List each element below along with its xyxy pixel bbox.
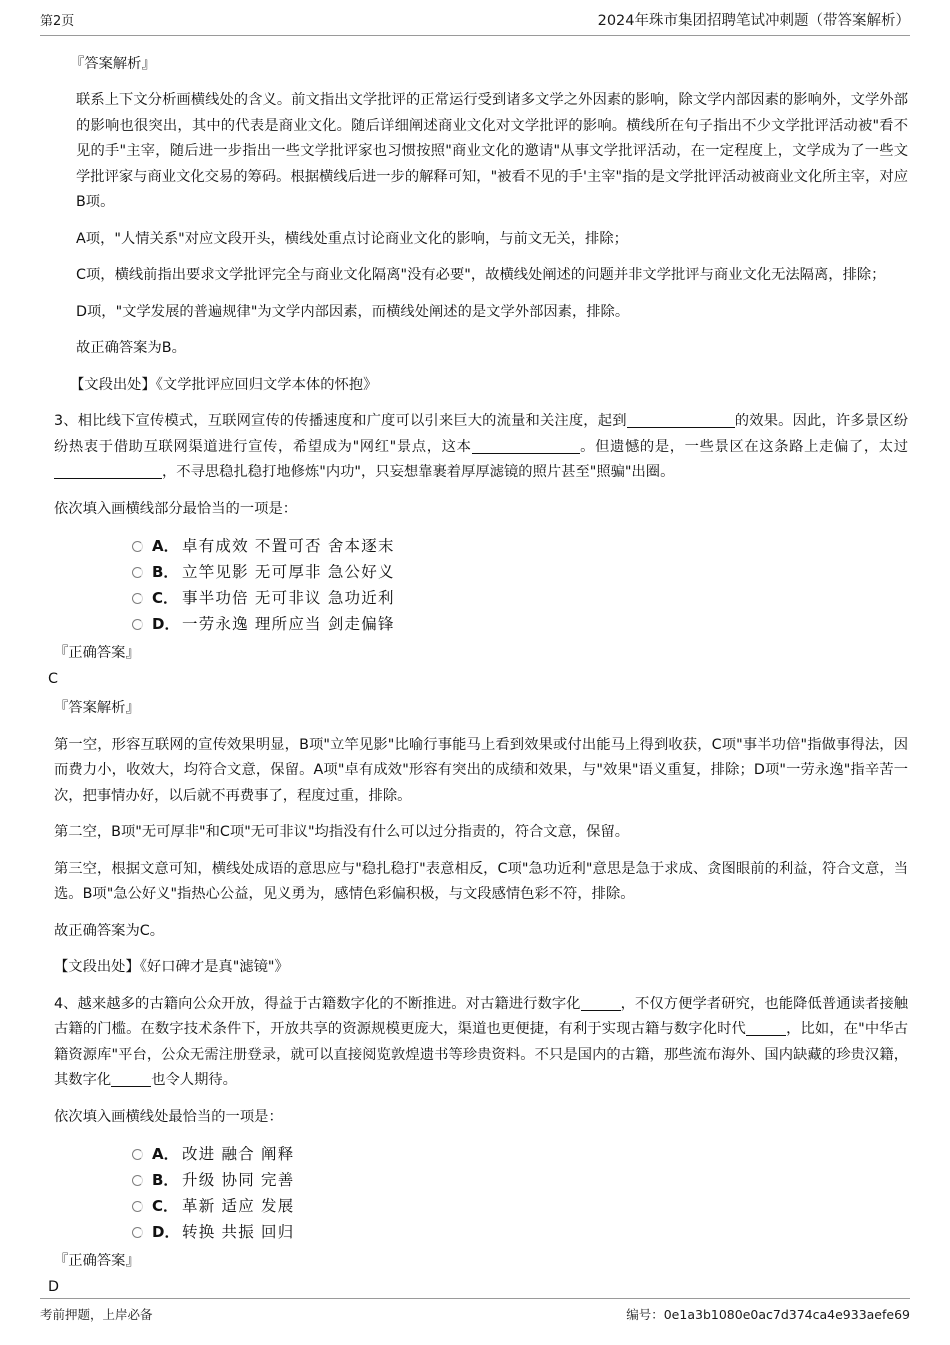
q4-option-c-letter: C． (152, 1197, 179, 1216)
q3-analysis-2: 第二空，B项"无可厚非"和C项"无可非议"均指没有什么可以过分指责的，符合文意，保留。 (54, 824, 630, 841)
page-number-label: 第2页 (40, 13, 75, 29)
radio-icon[interactable] (132, 1227, 143, 1238)
q4-blank-3 (111, 1086, 151, 1087)
q4-stem-part-3: ，比如，在"中华古籍资源库"平台，公众无需注册登录，就可以直接阅览敦煌遗书等珍贵资料。不只是国内的古籍，那些流布海外、国内缺藏的珍贵汉籍，其数字化 (54, 1021, 908, 1089)
q3-source-text: 《好口碑才是真"滤镜"》 (139, 959, 289, 976)
footer-slogan: 考前押题，上岸必备 (40, 1307, 153, 1322)
footer-id (626, 1305, 910, 1323)
q3-source-line (40, 955, 910, 981)
q4-options (40, 1141, 910, 1245)
q3-stem-part-3: 。但遗憾的是，一些景区在这条路上走偏了，太过 (579, 438, 908, 455)
q3-option-c[interactable] (132, 585, 910, 611)
q2-analysis-option-a: A项，"人情关系"对应文段开头，横线处重点讨论商业文化的影响，与前文无关，排除； (76, 230, 628, 247)
q3-option-a-letter: A． (152, 537, 179, 556)
page-footer (40, 1298, 910, 1323)
q4-stem (40, 992, 910, 1094)
q4-blank-1 (581, 1010, 621, 1011)
q4-stem-part-1: 4、越来越多的古籍向公众开放，得益于古籍数字化的不断推进。对古籍进行数字化 (54, 995, 581, 1012)
q3-option-d[interactable] (132, 611, 910, 637)
q3-stem-part-2: 的效果。因此，许多景区纷纷热衷于借助互联网渠道进行宣传，希望成为"网红"景点，这本 (54, 413, 909, 455)
q3-analysis-1: 第一空，形容互联网的宣传效果明显，B项"立竿见影"比喻行事能马上看到效果或付出能马上得到收获，C项"事半功倍"指做事得法，因而费力小，收效大，均符合文意，保留。A项"卓有成效"形容有突出的成绩和效果，与"效果"语义重复，排除；D项"一劳永逸"指辛苦一次，把事情办好，以后就不再费事了，程度过重，排除。 (54, 736, 908, 804)
q3-option-a-text: 卓有成效 不置可否 舍本逐末 (182, 537, 395, 556)
q3-option-d-letter: D． (152, 615, 180, 634)
q3-conclusion: 故正确答案为C。 (54, 922, 165, 939)
radio-icon[interactable] (132, 541, 143, 552)
q2-source-text: 《文学批评应回归文学本体的怀抱》 (155, 376, 378, 393)
q3-stem (40, 409, 910, 486)
q3-blank-3 (54, 478, 162, 479)
radio-icon[interactable] (132, 567, 143, 578)
radio-icon[interactable] (132, 1149, 143, 1160)
q3-options (40, 533, 910, 637)
q4-option-a-text: 改进 融合 阐释 (182, 1145, 295, 1164)
q3-option-b[interactable] (132, 559, 910, 585)
q4-stem-part-2: ，不仅方便学者研究，也能降低普通读者接触古籍的门槛。在数字技术条件下，开放共享的资源规模更庞大，渠道也更便捷，有利于实现古籍与数字化时代 (54, 995, 909, 1038)
q4-option-b-text: 升级 协同 完善 (182, 1171, 295, 1190)
q2-analysis-heading: 『答案解析』 (70, 55, 156, 72)
footer-id-value: 0e1a3b1080e0ac7d374ca4e933aefe69 (663, 1307, 910, 1322)
footer-id-label: 编号： (626, 1307, 664, 1322)
q4-option-b[interactable] (132, 1167, 910, 1193)
q4-option-c-text: 革新 适应 发展 (182, 1197, 295, 1216)
q4-blank-2 (746, 1035, 786, 1036)
q3-stem-part-1: 3、相比线下宣传模式，互联网宣传的传播速度和广度可以引来巨大的流量和关注度，起到 (54, 413, 627, 430)
radio-icon[interactable] (132, 593, 143, 604)
q3-option-b-text: 立竿见影 无可厚非 急公好义 (182, 563, 395, 582)
q4-option-a[interactable] (132, 1141, 910, 1167)
radio-icon[interactable] (132, 619, 143, 630)
q4-option-d-letter: D． (152, 1223, 180, 1242)
q3-analysis-3: 第三空，根据文意可知，横线处成语的意思应与"稳扎稳打"表意相反，C项"急功近利"意思是急于求成、贪图眼前的利益，符合文意，当选。B项"急公好义"指热心公益，见义勇为，感情色彩偏积极，与文段感情色彩不符，排除。 (54, 860, 908, 903)
document-content (40, 36, 910, 1301)
q4-prompt: 依次填入画横线处最恰当的一项是： (54, 1108, 283, 1125)
q3-blank-1 (627, 427, 735, 428)
q2-source-line (40, 373, 910, 399)
q4-correct-answer-label: 『正确答案』 (54, 1253, 140, 1270)
q2-analysis-paragraph: 联系上下文分析画横线处的含义。前文指出文学批评的正常运行受到诸多文学之外因素的影响，除文学内部因素的影响外，文学外部的影响也很突出，其中的代表是商业文化。随后详细阐述商业文化对文学批评的影响。横线所在句子指出不少文学批评活动被"看不见的手"主宰，随后进一步指出一些文学批评家也习惯按照"商业文化的邀请"从事文学批评活动，在一定程度上，文学成为了一些文学批评家与商业文化交易的筹码。根据横线后进一步的解释可知，"被看不见的手'主宰"指的是文学批评活动被商业文化所主宰，对应B项。 (76, 92, 908, 211)
q3-source-label: 【文段出处】 (54, 959, 140, 976)
q3-option-c-text: 事半功倍 无可非议 急功近利 (182, 589, 395, 608)
q3-correct-answer-value: C (48, 670, 58, 687)
q4-option-d-text: 转换 共振 回归 (182, 1223, 295, 1242)
q3-analysis-label: 『答案解析』 (54, 700, 140, 717)
q2-analysis-option-c: C项，横线前指出要求文学批评完全与商业文化隔离"没有必要"，故横线处阐述的问题并非文学批评与商业文化无法隔离，排除； (76, 267, 886, 284)
document-title: 2024年珠市集团招聘笔试冲刺题（带答案解析） (597, 13, 910, 29)
q3-blank-2 (472, 453, 580, 454)
q3-option-a[interactable] (132, 533, 910, 559)
q3-correct-answer-label: 『正确答案』 (54, 645, 140, 662)
radio-icon[interactable] (132, 1201, 143, 1212)
q3-option-b-letter: B． (152, 563, 179, 582)
q2-analysis-option-d: D项，"文学发展的普遍规律"为文学内部因素，而横线处阐述的是文学外部因素，排除。 (76, 303, 630, 320)
q4-option-c[interactable] (132, 1193, 910, 1219)
q4-option-b-letter: B． (152, 1171, 179, 1190)
q3-stem-part-4: ，不寻思稳扎稳打地修炼"内功"，只妄想靠裹着厚厚滤镜的照片甚至"照骗"出圈。 (162, 464, 675, 481)
q3-option-d-text: 一劳永逸 理所应当 剑走偏锋 (182, 615, 395, 634)
q4-correct-answer-value: D (48, 1278, 60, 1295)
q2-analysis-conclusion: 故正确答案为B。 (76, 340, 186, 357)
q4-stem-part-4: 也令人期待。 (151, 1072, 237, 1089)
q3-prompt: 依次填入画横线部分最恰当的一项是： (54, 500, 298, 517)
q4-option-a-letter: A． (152, 1145, 179, 1164)
radio-icon[interactable] (132, 1175, 143, 1186)
q4-option-d[interactable] (132, 1219, 910, 1245)
q2-source-label: 【文段出处】 (70, 376, 156, 393)
q3-option-c-letter: C． (152, 589, 179, 608)
page-header (40, 0, 910, 36)
